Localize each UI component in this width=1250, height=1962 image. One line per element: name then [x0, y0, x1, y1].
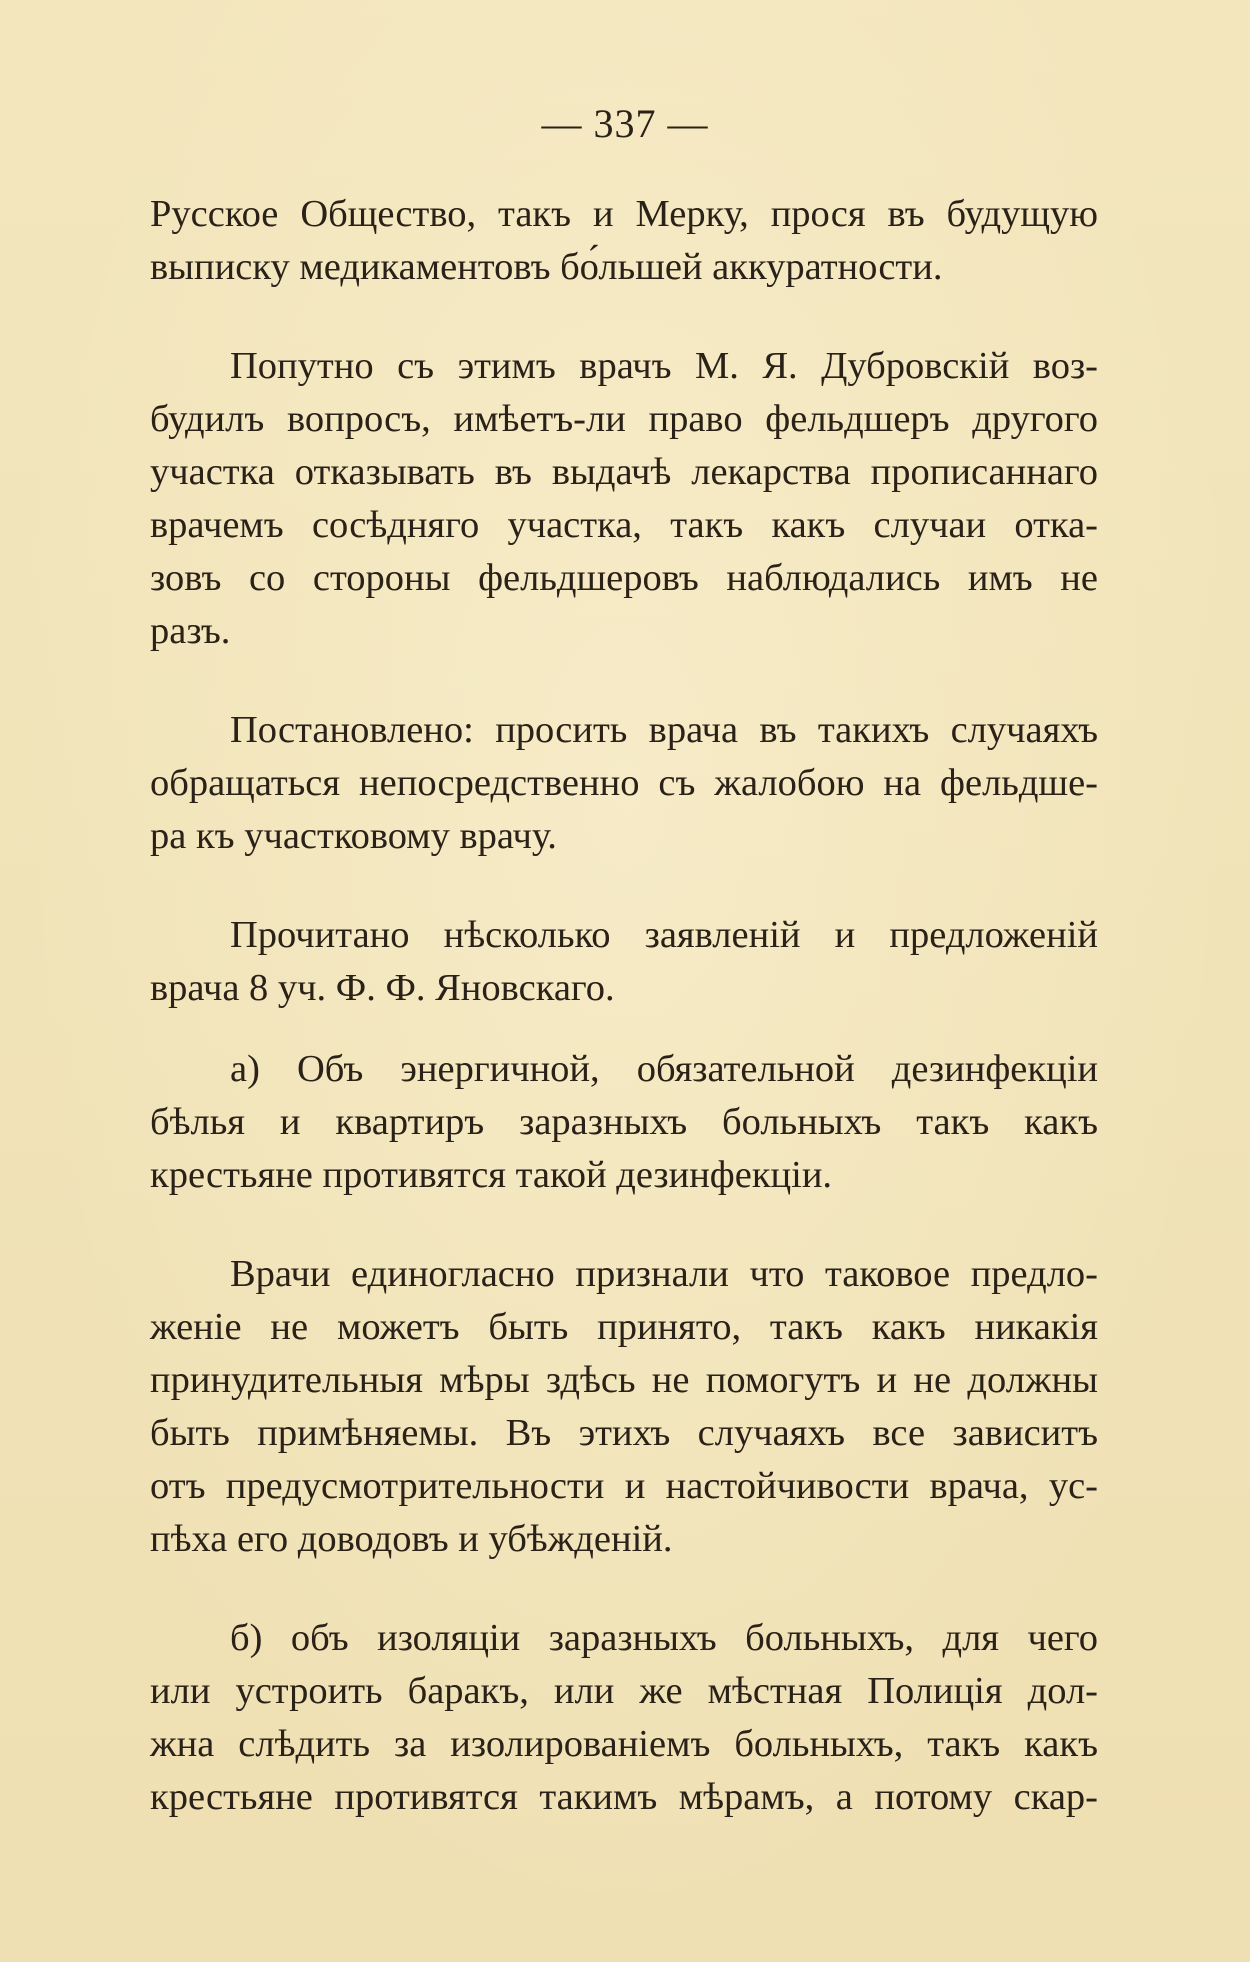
text-line: принудительныя мѣры здѣсь не помогутъ и не должны: [150, 1359, 1098, 1401]
text-line: Врачи единогласно признали что таковое предло-: [230, 1253, 1098, 1295]
text-line: жна слѣдить за изолированіемъ больныхъ, такъ какъ: [150, 1723, 1098, 1765]
page-number: — 337 —: [541, 101, 709, 146]
text-line: врачемъ сосѣдняго участка, такъ какъ случаи отка-: [150, 504, 1098, 546]
text-line: разъ.: [150, 610, 231, 652]
text-line: Постановлено: просить врача въ такихъ случаяхъ: [230, 709, 1098, 751]
paragraph-1: [150, 188, 1098, 294]
paragraph-4: [150, 909, 1098, 1015]
body-text: [150, 188, 1098, 1824]
paragraph-5: [150, 1043, 1098, 1202]
text-line: врача 8 уч. Ф. Ф. Яновскаго.: [150, 967, 615, 1009]
text-line: крестьяне противятся такой дезинфекціи.: [150, 1154, 833, 1196]
paragraph-6: [150, 1248, 1098, 1566]
text-line: а) Объ энергичной, обязательной дезинфекціи: [230, 1048, 1098, 1090]
text-line: крестьяне противятся такимъ мѣрамъ, а потому скар-: [150, 1776, 1098, 1818]
text-line: Прочитано нѣсколько заявленій и предложеній: [230, 914, 1098, 956]
text-line: Русское Общество, такъ и Мерку, прося въ будущую: [150, 193, 1098, 235]
text-line: или устроить баракъ, или же мѣстная Полиція дол-: [150, 1670, 1098, 1712]
text-line: б) объ изоляціи заразныхъ больныхъ, для чего: [230, 1617, 1098, 1659]
text-line: зовъ со стороны фельдшеровъ наблюдались имъ не: [150, 557, 1098, 599]
text-line: отъ предусмотрительности и настойчивости врача, ус-: [150, 1465, 1098, 1507]
text-line: пѣха его доводовъ и убѣжденій.: [150, 1518, 673, 1560]
text-line: выписку медикаментовъ бо́льшей аккуратности.: [150, 246, 943, 288]
text-line: обращаться непосредственно съ жалобою на фельдше-: [150, 762, 1098, 804]
text-line: ра къ участковому врачу.: [150, 815, 557, 857]
text-line: участка отказывать въ выдачѣ лекарства прописаннаго: [150, 451, 1098, 493]
text-line: Попутно съ этимъ врачъ М. Я. Дубровскій воз-: [230, 345, 1098, 387]
text-line: женіе не можетъ быть принято, такъ какъ никакія: [150, 1306, 1098, 1348]
text-line: будилъ вопросъ, имѣетъ-ли право фельдшеръ другого: [150, 398, 1098, 440]
text-line: быть примѣняемы. Въ этихъ случаяхъ все зависитъ: [150, 1412, 1098, 1454]
paragraph-2: [150, 340, 1098, 658]
text-line: бѣлья и квартиръ заразныхъ больныхъ такъ какъ: [150, 1101, 1098, 1143]
paragraph-3: [150, 704, 1098, 863]
paragraph-7: [150, 1612, 1098, 1824]
